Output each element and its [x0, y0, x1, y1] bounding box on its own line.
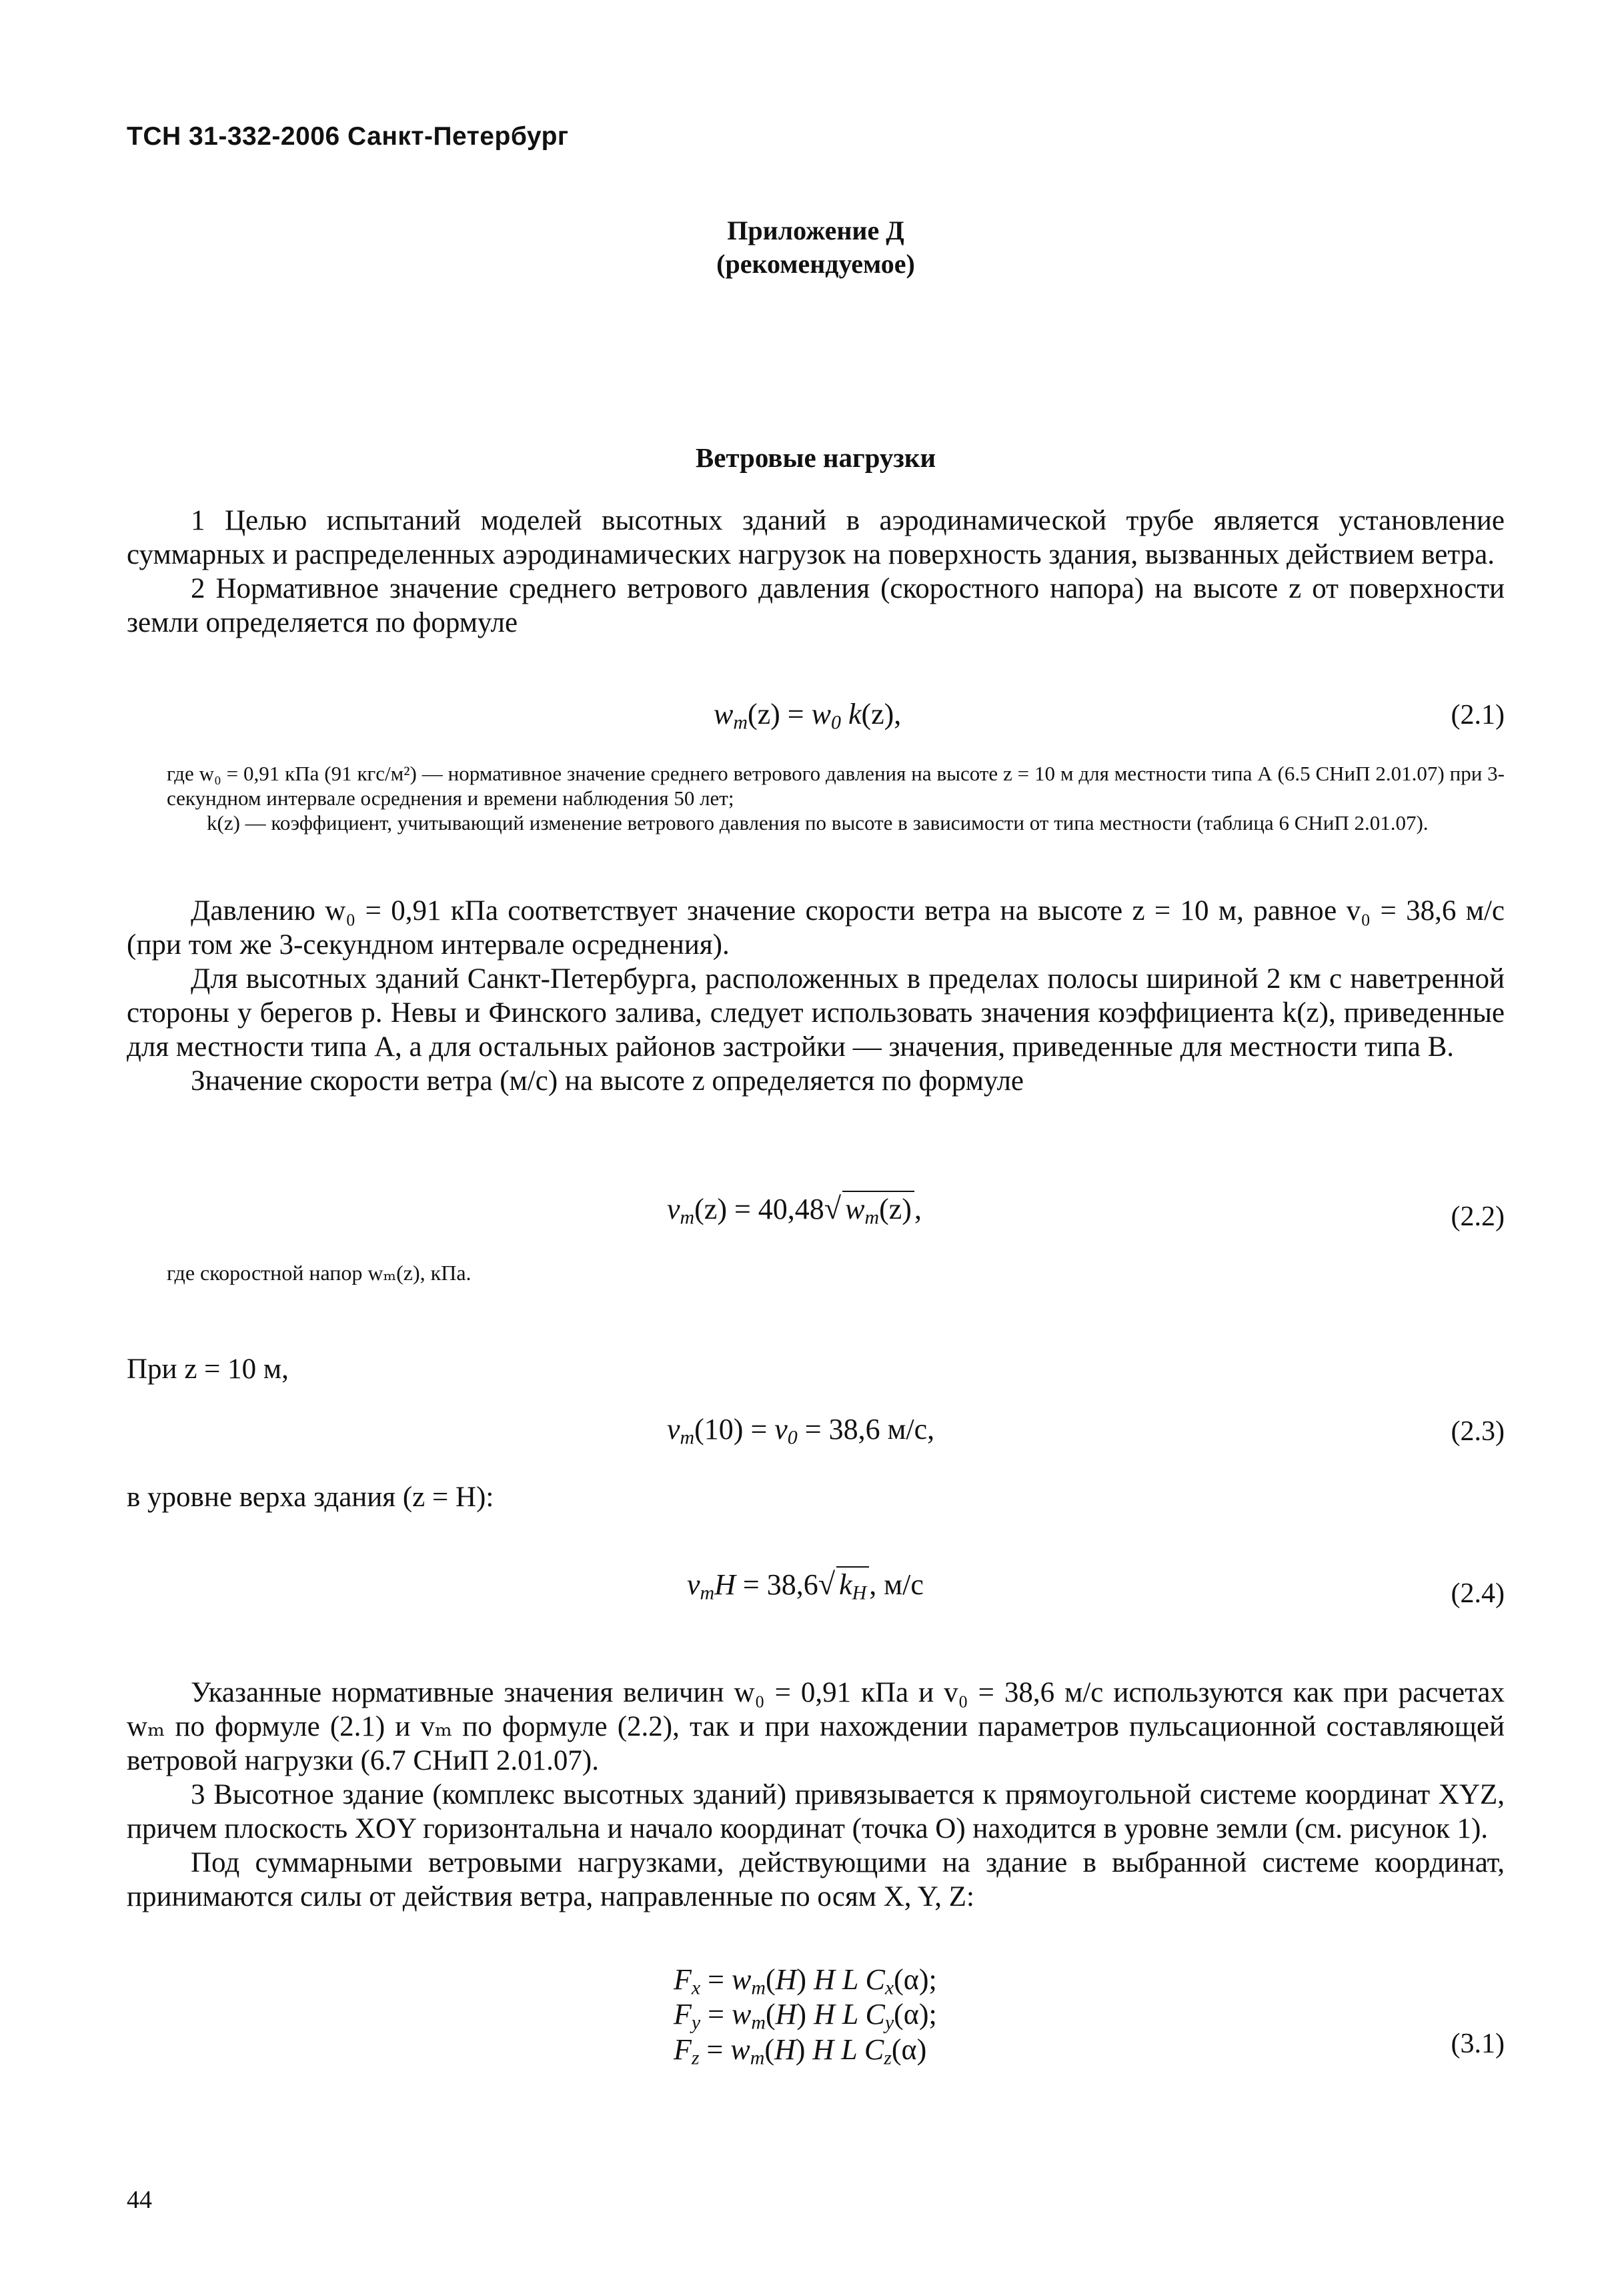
paragraph-7: в уровне верха здания (z = H):: [127, 1482, 494, 1513]
section-title: Ветровые нагрузки: [695, 442, 936, 473]
page-number: 44: [127, 2186, 152, 2214]
paragraph-block-3: [127, 1676, 1505, 1914]
formula-3-1-fz: $F_z = w_m(H)$ H L $C_z(\alpha)$: [674, 2033, 927, 2069]
formula-2-2: $v_m(z) = 40,48√$ $w_m(z)$,: [667, 1191, 922, 1229]
equation-number-3-1: (3.1): [1451, 2029, 1505, 2059]
formula-3-1: [674, 1963, 937, 2071]
appendix-subtitle: (рекомендуемое): [716, 249, 915, 279]
note-velocity-head: где скоростной напор wₘ(z), кПа.: [167, 1261, 472, 1285]
notes-block-1: [167, 761, 1505, 835]
equation-number-2-1: (2.1): [1451, 700, 1505, 730]
formula-2-1: $w_m(z) = w_0$ k(z),: [714, 698, 902, 734]
paragraph-5: Значение скорости ветра (м/с) на высоте z определяется по формуле: [191, 1065, 1024, 1097]
paragraph-10: Под суммарными ветровыми нагрузками, действующими на здание в выбранной системе координат, принимаются силы от действия ветра, направленные по осям X, Y, Z:: [127, 1847, 1505, 1912]
paragraph-2: 2 Нормативное значение среднего ветрового давления (скоростного напора) на высоте z от поверхности земли определяется по формуле: [127, 573, 1505, 638]
equation-number-2-3: (2.3): [1451, 1416, 1505, 1447]
formula-2-3: $v_m(10) = v_0 = 38,6$ м/с,: [667, 1413, 935, 1449]
note-w0: где w₀ = 0,91 кПа (91 кгс/м²) — нормативное значение среднего ветрового давления на высоте z = 10 м для местности типа А (6.5 СНиП 2.01.07) при 3-секундном интервале осреднения и времени наблюдения 50 лет;: [167, 762, 1505, 810]
running-header: ТСН 31-332-2006 Санкт-Петербург: [127, 122, 569, 151]
appendix-title: Приложение Д: [727, 215, 904, 245]
paragraph-8: Указанные нормативные значения величин w₀ = 0,91 кПа и v₀ = 38,6 м/с используются как при расчетах wₘ по формуле (2.1) и vₘ по формуле (2.2), так и при нахождении параметров пульсационной составляющей ветровой нагрузки (6.7 СНиП 2.01.07).: [127, 1677, 1505, 1776]
formula-3-1-fy: $F_y = w_m(H)$ H L $C_y(\alpha)$;: [674, 1998, 937, 2034]
formula-2-4: $v_mH = 38,6√$ $k_H$, м/с: [687, 1567, 924, 1604]
paragraph-4: Для высотных зданий Санкт-Петербурга, расположенных в пределах полосы шириной 2 км с наветренной стороны у берегов р. Невы и Финского залива, следует использовать значения коэффициента k(z), приведенные для местности типа А, а для остальных районов застройки — значения, приведенные для местности типа В.: [127, 963, 1505, 1063]
paragraph-block-2: [127, 894, 1505, 1098]
paragraph-1: 1 Целью испытаний моделей высотных зданий в аэродинамической трубе является установление суммарных и распределенных аэродинамических нагрузок на поверхность здания, вызванных действием ветра.: [127, 505, 1505, 570]
formula-3-1-fx: $F_x = w_m(H)$ H L $C_x(\alpha)$;: [674, 1963, 937, 1999]
paragraph-6: При z = 10 м,: [127, 1353, 289, 1385]
paragraph-block-1: [127, 504, 1505, 640]
note-kz: k(z) — коэффициент, учитывающий изменение ветрового давления по высоте в зависимости от типа местности (таблица 6 СНиП 2.01.07).: [207, 811, 1429, 834]
paragraph-9: 3 Высотное здание (комплекс высотных зданий) привязывается к прямоугольной системе координат XYZ, причем плоскость XOY горизонтальна и начало координат (точка О) находится в уровне земли (см. рисунок 1).: [127, 1779, 1505, 1844]
equation-number-2-4: (2.4): [1451, 1578, 1505, 1609]
paragraph-3: Давлению w₀ = 0,91 кПа соответствует значение скорости ветра на высоте z = 10 м, равное v₀ = 38,6 м/с (при том же 3-секундном интервале осреднения).: [127, 895, 1505, 961]
equation-number-2-2: (2.2): [1451, 1201, 1505, 1232]
